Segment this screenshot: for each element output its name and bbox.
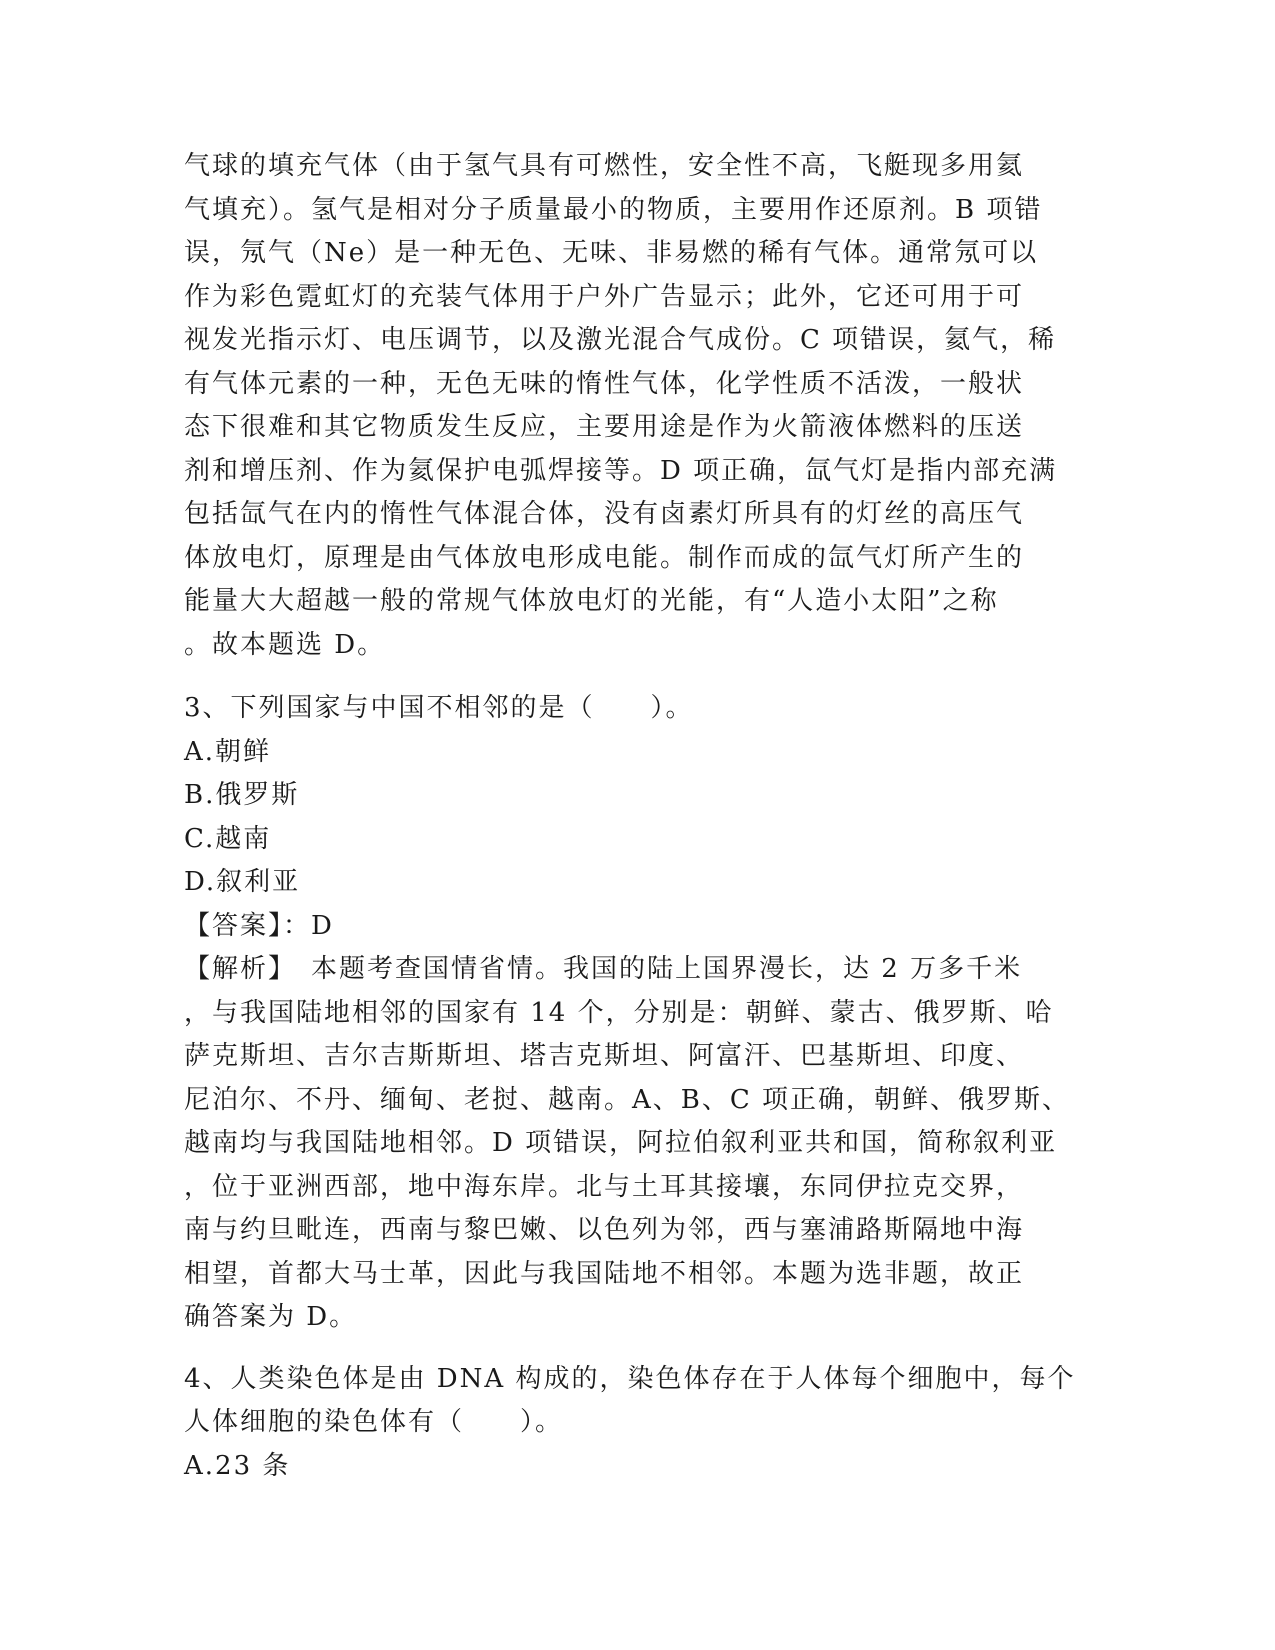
analysis-line: ，位于亚洲西部，地中海东岸。北与土耳其接壤，东同伊拉克交界， <box>184 1171 1025 1202</box>
question-text: 3、下列国家与中国不相邻的是（ ）。 <box>184 693 694 723</box>
analysis-line: ，与我国陆地相邻的国家有 14 个，分别是：朝鲜、蒙古、俄罗斯、哈 <box>184 997 1054 1028</box>
text-line: 剂和增压剂、作为氦保护电弧焊接等。D 项正确，氙气灯是指内部充满 <box>184 455 1058 486</box>
text-line: 误，氖气（Ne）是一种无色、无味、非易燃的稀有气体。通常氖可以 <box>184 238 1039 268</box>
analysis-line: 相望，首都大马士革，因此与我国陆地不相邻。本题为选非题，故正 <box>184 1258 1025 1289</box>
text-line: 气球的填充气体（由于氢气具有可燃性，安全性不高，飞艇现多用氦 <box>184 151 1025 181</box>
question-3 <box>184 687 1084 1340</box>
text-line: 态下很难和其它物质发生反应，主要用途是作为火箭液体燃料的压送 <box>184 412 1025 442</box>
option-c: C.越南 <box>184 823 272 854</box>
option-d: D.叙利亚 <box>184 867 301 897</box>
analysis-line: 萨克斯坦、吉尔吉斯斯坦、塔吉克斯坦、阿富汗、巴基斯坦、印度、 <box>184 1041 1025 1071</box>
text-line: 作为彩色霓虹灯的充装气体用于户外广告显示；此外，它还可用于可 <box>184 281 1025 312</box>
text-line: 有气体元素的一种，无色无味的惰性气体，化学性质不活泼，一般状 <box>184 368 1025 399</box>
analysis-line: 【解析】 本题考查国情省情。我国的陆上国界漫长，达 2 万多千米 <box>184 954 1023 984</box>
analysis-line: 南与约旦毗连，西南与黎巴嫩、以色列为邻，西与塞浦路斯隔地中海 <box>184 1215 1025 1245</box>
text-line: 能量大大超越一般的常规气体放电灯的光能，有“人造小太阳”之称 <box>184 586 999 616</box>
text-line: 体放电灯，原理是由气体放电形成电能。制作而成的氙气灯所产生的 <box>184 542 1025 573</box>
question-text: 人体细胞的染色体有（ ）。 <box>184 1407 564 1437</box>
question-text: 4、人类染色体是由 DNA 构成的，染色体存在于人体每个细胞中，每个 <box>184 1363 1076 1394</box>
document-page <box>184 145 1084 1488</box>
text-line: 视发光指示灯、电压调节，以及激光混合气成份。C 项错误，氦气，稀 <box>184 325 1057 355</box>
analysis-line: 越南均与我国陆地相邻。D 项错误，阿拉伯叙利亚共和国，简称叙利亚 <box>184 1128 1058 1158</box>
text-line: 气填充）。氢气是相对分子质量最小的物质，主要用作还原剂。B 项错 <box>184 194 1043 225</box>
analysis-line: 尼泊尔、不丹、缅甸、老挝、越南。A、B、C 项正确，朝鲜、俄罗斯、 <box>184 1084 1071 1115</box>
analysis-line: 确答案为 D。 <box>184 1302 358 1332</box>
option-a: A.23 条 <box>184 1450 291 1481</box>
q2-explanation <box>184 145 1084 667</box>
answer-line: 【答案】：D <box>184 910 334 941</box>
text-line: 。故本题选 D。 <box>184 629 386 660</box>
text-line: 包括氙气在内的惰性气体混合体，没有卤素灯所具有的灯丝的高压气 <box>184 499 1025 529</box>
question-4 <box>184 1358 1084 1489</box>
option-b: B.俄罗斯 <box>184 780 300 810</box>
option-a: A.朝鲜 <box>184 736 272 767</box>
